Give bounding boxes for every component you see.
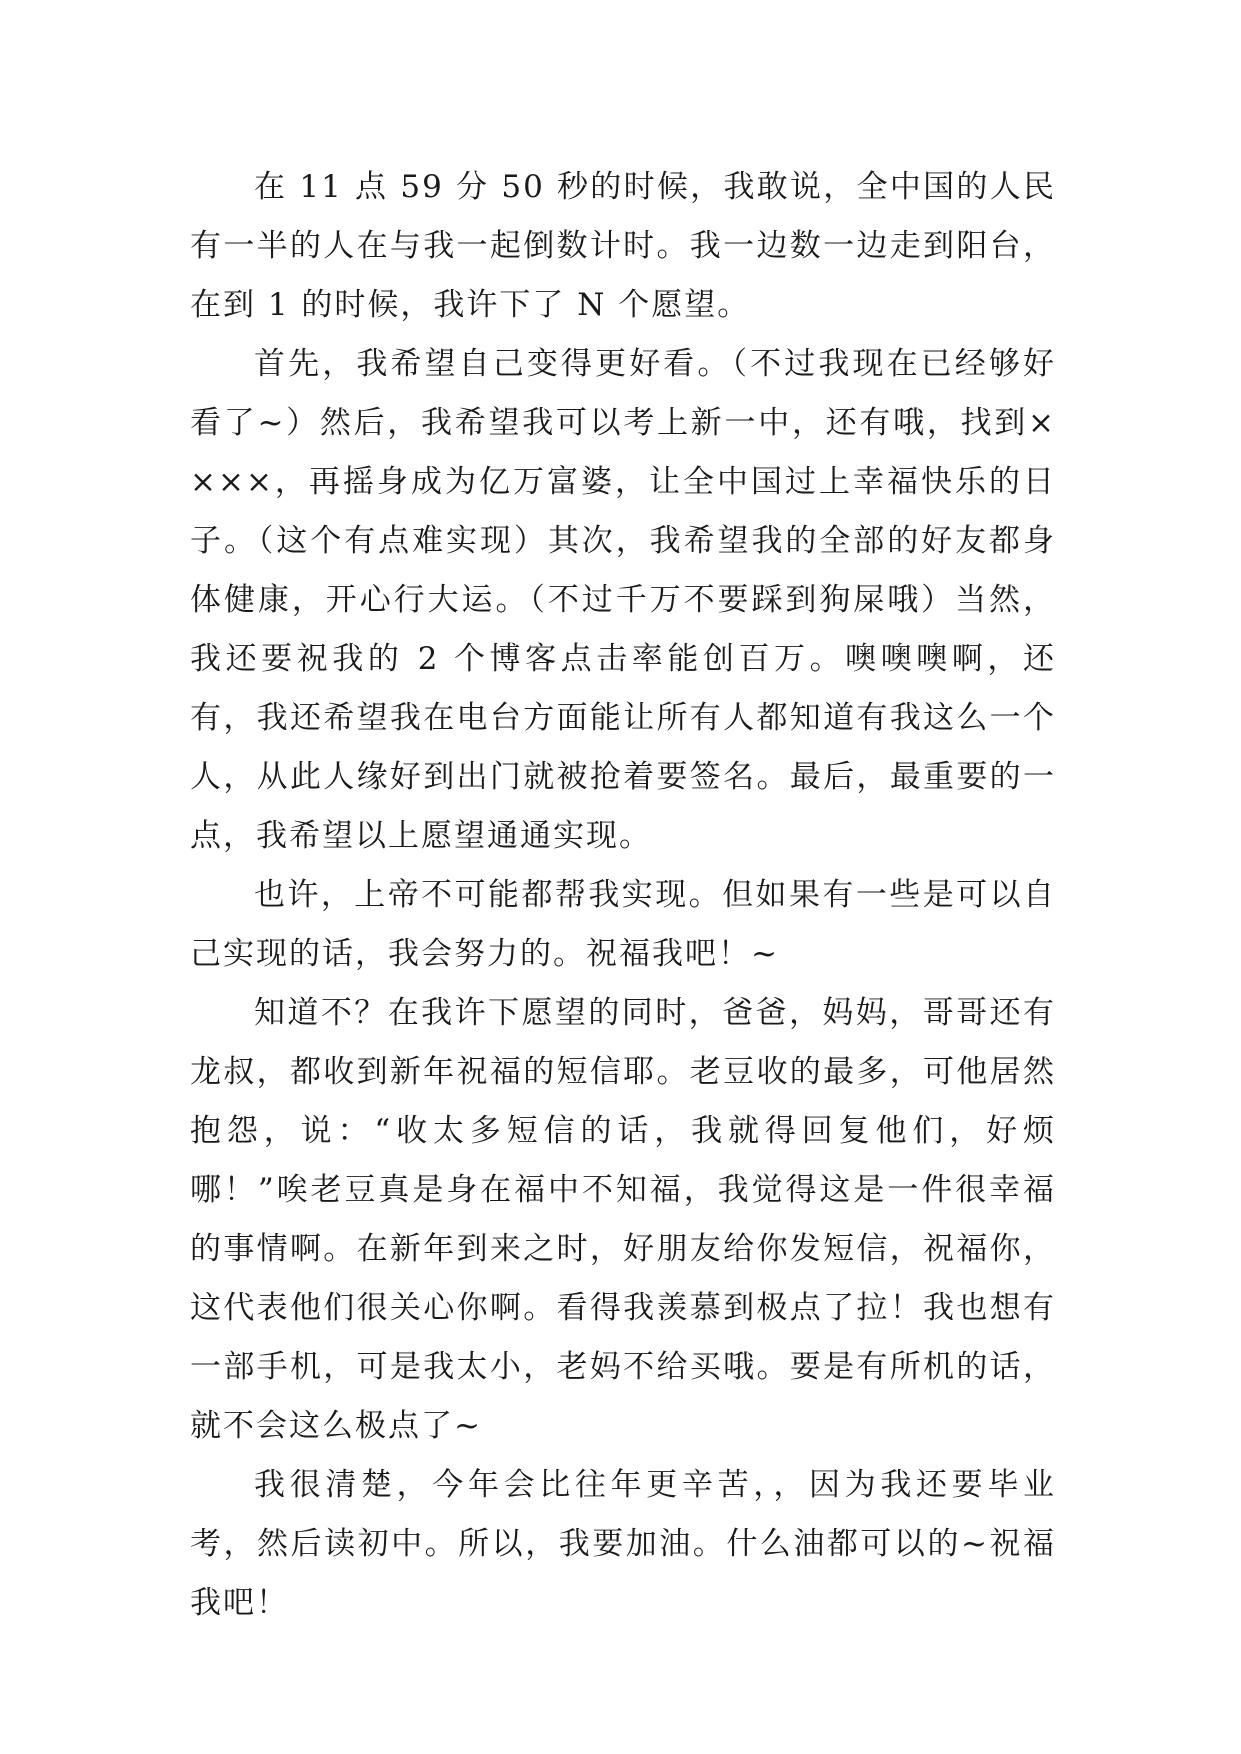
paragraph-god: 也许，上帝不可能都帮我实现。但如果有一些是可以自己实现的话，我会努力的。祝福我吧！~	[190, 877, 1056, 972]
document-body	[190, 158, 1056, 1633]
paragraph-countdown: 在 11 点 59 分 50 秒的时候，我敢说，全中国的人民有一半的人在与我一起倒数计时。我一边数一边走到阳台，在到 1 的时候，我许下了 N 个愿望。	[190, 169, 1056, 323]
paragraph-wishes: 首先，我希望自己变得更好看。（不过我现在已经够好看了~）然后，我希望我可以考上新一中，还有哦，找到××××，再摇身成为亿万富婆，让全中国过上幸福快乐的日子。（这个有点难实现）其次，我希望我的全部的好友都身体健康，开心行大运。（不过千万不要踩到狗屎哦）当然，我还要祝我的 2 个博客点击率能创百万。噢噢噢啊，还有，我还希望我在电台方面能让所有人都知道有我这么一个人，从此人缘好到出门就被抢着要签名。最后，最重要的一点，我希望以上愿望通通实现。	[190, 346, 1056, 854]
paragraph-this-year: 我很清楚，今年会比往年更辛苦，，因为我还要毕业考，然后读初中。所以，我要加油。什么油都可以的~祝福我吧！	[190, 1467, 1056, 1621]
paragraph-messages: 知道不？在我许下愿望的同时，爸爸，妈妈，哥哥还有龙叔，都收到新年祝福的短信耶。老豆收的最多，可他居然抱怨，说：“收太多短信的话，我就得回复他们，好烦哪！”唉老豆真是身在福中不知福，我觉得这是一件很幸福的事情啊。在新年到来之时，好朋友给你发短信，祝福你，这代表他们很关心你啊。看得我羡慕到极点了拉！我也想有一部手机，可是我太小，老妈不给买哦。要是有所机的话，就不会这么极点了~	[190, 995, 1056, 1444]
